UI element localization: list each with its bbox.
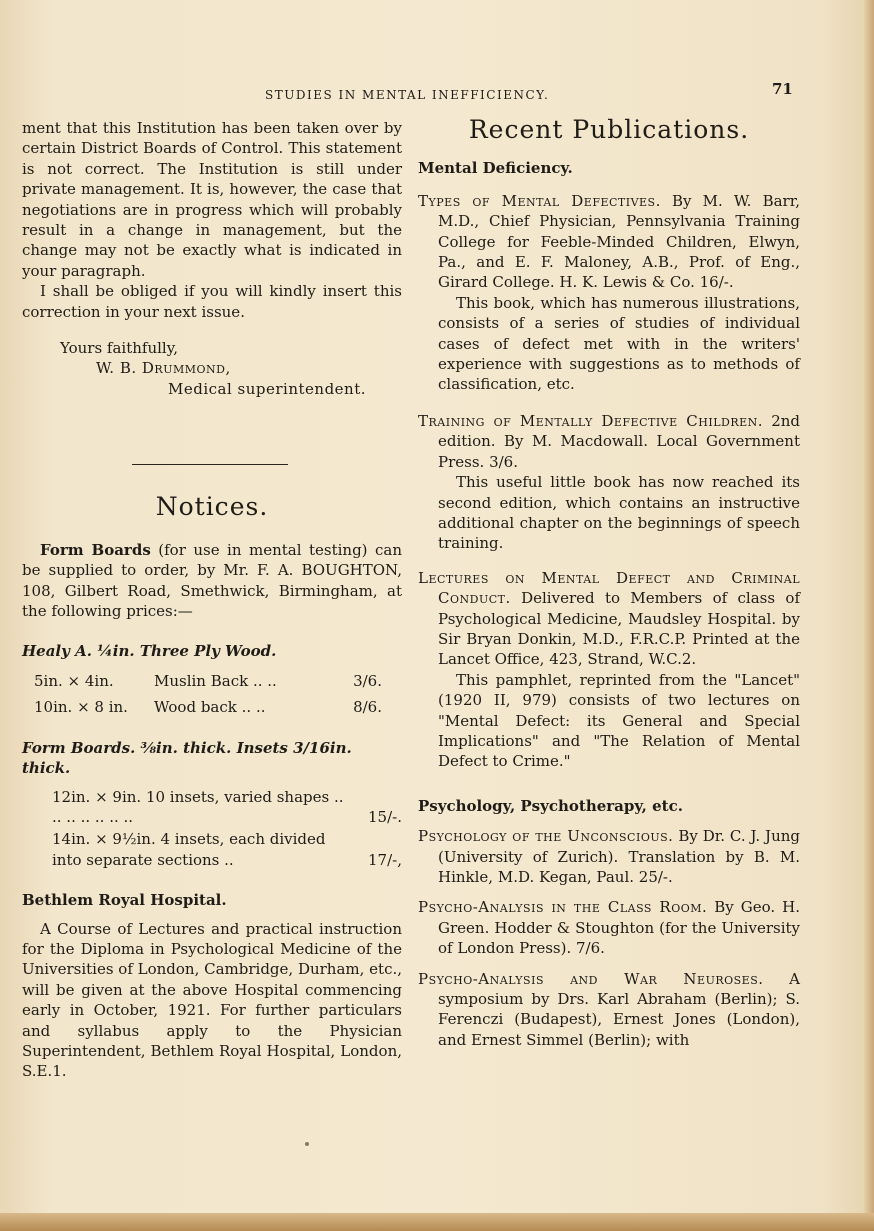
left-column (22, 118, 402, 1082)
letter-closing: Yours faithfully, (60, 339, 178, 358)
bethlem-heading: Bethlem Royal Hospital. (22, 891, 227, 910)
price-size: 5in. × 4in. (34, 671, 114, 690)
publication-citation: By Dr. C. J. Jung (University of Zurich). Translation by B. M. Hinkle, M.D. Kegan, Paul. 25/-. (438, 827, 800, 886)
section-mental-deficiency: Mental Deficiency. (418, 159, 573, 178)
bethlem-text: A Course of Lectures and practical instruction for the Diploma in Psychological Medicine of the Universities of London, Cambridge, Durham, etc., will be given at the above Hospital commencing early in October, 1921. For further particulars and syllabus apply to the Physician Superintendent, Bethlem Royal Hospital, London, S.E.1. (22, 919, 403, 1081)
price-row (34, 694, 382, 720)
right-column (418, 115, 800, 1050)
form-boards-price-list (22, 787, 402, 871)
publication-entry (418, 191, 800, 395)
recent-publications-title: Recent Publications. (468, 115, 750, 144)
page-number: 71 (772, 80, 793, 98)
publication-title: Psycho-Analysis in the Class Room. (418, 898, 708, 917)
publication-entry (418, 411, 800, 554)
section-divider (132, 464, 288, 465)
form-boards-text: (for use in mental testing) can be supplied to order, by Mr. F. A. BOUGHTON, 108, Gilbert Road, Smethwick, Birmingham, at the following prices:— (22, 540, 402, 620)
publication-title: Types of Mental Defectives. (418, 191, 661, 210)
publication-title: Psychology of the Unconscious. (418, 827, 674, 846)
publication-citation: By Geo. H. Green. Hodder & Stoughton (for the University of London Press). 7/6. (438, 898, 800, 958)
price-size: 10in. × 8 in. (34, 697, 128, 716)
price-row (34, 668, 382, 694)
price-value: 3/6. (353, 671, 382, 690)
publication-review: This book, which has numerous illustrations, consists of a series of studies of individual cases of defect met with in the writers' experience with suggestions as to methods of classification, etc. (438, 293, 800, 394)
healy-price-table (22, 668, 402, 720)
publication-entry (418, 969, 800, 1051)
publication-citation: 2nd edition. By M. Macdowall. Local Government Press. 3/6. (438, 411, 800, 471)
letter-signature-title: Medical superintendent. (168, 379, 367, 398)
publication-citation: A symposium by Drs. Karl Abraham (Berlin); S. Ferenczi (Budapest), Ernest Jones (London), and Ernest Simmel (Berlin); with (438, 969, 800, 1049)
form-boards-heading: Form Boards (40, 540, 151, 559)
notices-title: Notices. (155, 492, 269, 522)
publication-citation: By M. W. Barr, M.D., Chief Physician, Pennsylvania Training College for Feeble-Minded Children, Elwyn, Pa., and E. F. Maloney, A.B., Prof. of Eng., Girard College. H. K. Lewis & Co. 16/-. (438, 191, 800, 292)
running-title: STUDIES IN MENTAL INEFFICIENCY. (265, 88, 550, 102)
healy-heading: Healy A. ¼in. Three Ply Wood. (22, 642, 277, 661)
letter-signature: W. B. Drummond, (96, 359, 231, 378)
letter-paragraph-1: ment that this Institution has been taken over by certain District Boards of Control. This statement is not correct. The Institution is still under private management. It is, however, the case that negotiations are in progress which will probably result in a change in management, but the change may not be exactly what is indicated in your paragraph. (22, 119, 402, 280)
letter-paragraph-2: I shall be obliged if you will kindly insert this correction in your next issue. (22, 282, 402, 321)
publication-title: Psycho-Analysis and War Neuroses. (418, 969, 764, 988)
price-row (52, 787, 402, 828)
page-speck (305, 1142, 309, 1146)
publication-entry (418, 897, 800, 958)
price-value: 17/-, (368, 850, 402, 869)
price-desc: Muslin Back .. .. (154, 671, 277, 690)
form-boards-2-heading: Form Boards. ⅜in. thick. Insets 3/16in. thick. (22, 738, 352, 778)
page-edge-bottom (0, 1213, 874, 1231)
price-desc: Wood back .. .. (154, 697, 266, 716)
publication-title: Training of Mentally Defective Children. (418, 411, 764, 430)
price-value: 8/6. (353, 697, 382, 716)
publication-citation: Delivered to Members of class of Psychological Medicine, Maudsley Hospital. by Sir Bryan Donkin, M.D., F.R.C.P. Printed at the Lancet Office, 423, Strand, W.C.2. (438, 589, 800, 669)
publication-entry (418, 826, 800, 887)
price-value: 15/-. (368, 807, 402, 826)
publication-entry (418, 568, 800, 772)
price-row (52, 829, 402, 870)
form-boards-notice (22, 540, 402, 622)
page-edge-right (864, 0, 874, 1231)
section-psychology: Psychology, Psychotherapy, etc. (418, 796, 683, 815)
price-desc: 14in. × 9½in. 4 insets, each divided into separate sections .. (52, 830, 326, 869)
publication-review: This pamphlet, reprinted from the "Lancet" (1920 II, 979) consists of two lectures on "Mental Defect: its General and Special Implications" and "The Relation of Mental Defect to Crime." (438, 670, 800, 771)
publication-title: Lectures on Mental Defect and Criminal Conduct. (418, 568, 800, 608)
publication-review: This useful little book has now reached its second edition, which contains an instructive additional chapter on the beginnings of speech training. (438, 473, 800, 553)
price-desc: 12in. × 9in. 10 insets, varied shapes .. .. .. .. .. .. .. (52, 787, 344, 826)
